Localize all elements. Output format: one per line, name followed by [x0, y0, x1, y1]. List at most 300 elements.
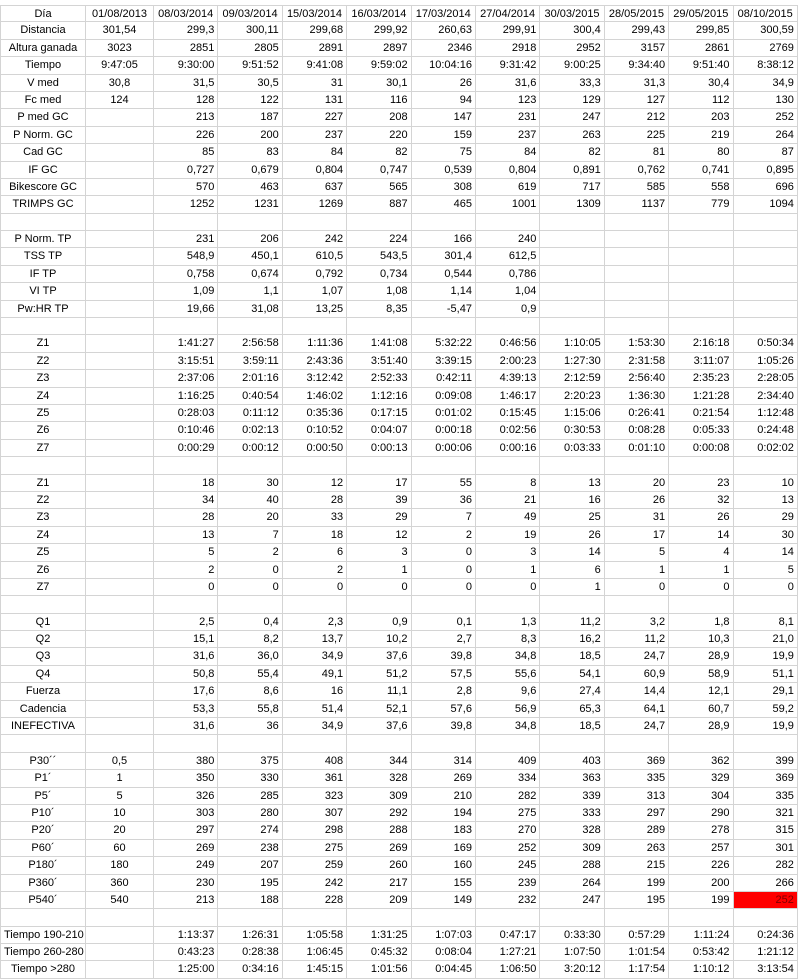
value-cell[interactable]: 369: [734, 770, 798, 787]
value-cell[interactable]: 217: [347, 875, 411, 892]
value-cell[interactable]: 301,54: [86, 22, 154, 39]
row-label-cell[interactable]: [0, 318, 86, 335]
value-cell[interactable]: [154, 457, 218, 474]
value-cell[interactable]: 299,3: [154, 22, 218, 39]
value-cell[interactable]: 252: [734, 109, 798, 126]
value-cell[interactable]: 26: [540, 527, 604, 544]
value-cell[interactable]: 39,8: [412, 718, 476, 735]
value-cell[interactable]: 2:00:23: [476, 353, 540, 370]
value-cell[interactable]: 299,91: [476, 22, 540, 39]
value-cell[interactable]: [605, 596, 669, 613]
value-cell[interactable]: 278: [669, 822, 733, 839]
value-cell[interactable]: 0: [218, 562, 282, 579]
value-cell[interactable]: 83: [218, 144, 282, 161]
value-cell[interactable]: [218, 318, 282, 335]
value-cell[interactable]: 0:46:56: [476, 335, 540, 352]
value-cell[interactable]: [86, 927, 154, 944]
value-cell[interactable]: 2,8: [412, 683, 476, 700]
value-cell[interactable]: [86, 109, 154, 126]
value-cell[interactable]: 0:30:53: [540, 422, 604, 439]
value-cell[interactable]: 247: [540, 109, 604, 126]
value-cell[interactable]: 0,747: [347, 162, 411, 179]
value-cell[interactable]: 16: [283, 683, 347, 700]
value-cell[interactable]: 9:59:02: [347, 57, 411, 74]
value-cell[interactable]: 64,1: [605, 701, 669, 718]
value-cell[interactable]: 330: [218, 770, 282, 787]
value-cell[interactable]: 0,4: [218, 614, 282, 631]
value-cell[interactable]: 369: [605, 753, 669, 770]
value-cell[interactable]: 7: [412, 509, 476, 526]
value-cell[interactable]: 1:46:17: [476, 388, 540, 405]
value-cell[interactable]: 21,0: [734, 631, 798, 648]
value-cell[interactable]: 263: [540, 127, 604, 144]
row-label-cell[interactable]: P180´: [0, 857, 86, 874]
value-cell[interactable]: 0:21:54: [669, 405, 733, 422]
value-cell[interactable]: 0:43:23: [154, 944, 218, 961]
row-label-cell[interactable]: V med: [0, 75, 86, 92]
value-cell[interactable]: [218, 596, 282, 613]
value-cell[interactable]: 122: [218, 92, 282, 109]
value-cell[interactable]: [605, 457, 669, 474]
value-cell[interactable]: 34,8: [476, 718, 540, 735]
value-cell[interactable]: 159: [412, 127, 476, 144]
row-label-cell[interactable]: Distancia: [0, 22, 86, 39]
value-cell[interactable]: 17: [347, 475, 411, 492]
value-cell[interactable]: 8:38:12: [734, 57, 798, 74]
value-cell[interactable]: 0,674: [218, 266, 282, 283]
row-label-cell[interactable]: Tiempo >280: [0, 961, 86, 978]
value-cell[interactable]: [86, 527, 154, 544]
value-cell[interactable]: 610,5: [283, 248, 347, 265]
value-cell[interactable]: 33: [283, 509, 347, 526]
row-label-cell[interactable]: TSS TP: [0, 248, 86, 265]
value-cell[interactable]: [86, 301, 154, 318]
value-cell[interactable]: 304: [669, 788, 733, 805]
value-cell[interactable]: [605, 318, 669, 335]
value-cell[interactable]: 2:35:23: [669, 370, 733, 387]
value-cell[interactable]: 344: [347, 753, 411, 770]
value-cell[interactable]: 300,11: [218, 22, 282, 39]
value-cell[interactable]: [86, 961, 154, 978]
value-cell[interactable]: 59,2: [734, 701, 798, 718]
value-cell[interactable]: 82: [540, 144, 604, 161]
value-cell[interactable]: 1:01:54: [605, 944, 669, 961]
value-cell[interactable]: 0: [669, 579, 733, 596]
value-cell[interactable]: 128: [154, 92, 218, 109]
value-cell[interactable]: 9:41:08: [283, 57, 347, 74]
value-cell[interactable]: [86, 283, 154, 300]
value-cell[interactable]: 264: [540, 875, 604, 892]
value-cell[interactable]: [86, 718, 154, 735]
value-cell[interactable]: 194: [412, 805, 476, 822]
value-cell[interactable]: 1:36:30: [605, 388, 669, 405]
value-cell[interactable]: 0:02:02: [734, 440, 798, 457]
value-cell[interactable]: 339: [540, 788, 604, 805]
value-cell[interactable]: 232: [476, 892, 540, 909]
value-cell[interactable]: 245: [476, 857, 540, 874]
value-cell[interactable]: 5: [154, 544, 218, 561]
value-cell[interactable]: 30,8: [86, 75, 154, 92]
value-cell[interactable]: 2:20:23: [540, 388, 604, 405]
value-cell[interactable]: 408: [283, 753, 347, 770]
value-cell[interactable]: [86, 162, 154, 179]
value-cell[interactable]: 0:10:52: [283, 422, 347, 439]
value-cell[interactable]: 1:10:05: [540, 335, 604, 352]
row-label-cell[interactable]: Q4: [0, 666, 86, 683]
value-cell[interactable]: [86, 475, 154, 492]
value-cell[interactable]: 2769: [734, 40, 798, 57]
value-cell[interactable]: 80: [669, 144, 733, 161]
value-cell[interactable]: [669, 266, 733, 283]
value-cell[interactable]: 3: [476, 544, 540, 561]
value-cell[interactable]: 1: [476, 562, 540, 579]
value-cell[interactable]: 0:00:13: [347, 440, 411, 457]
value-cell[interactable]: 147: [412, 109, 476, 126]
value-cell[interactable]: 75: [412, 144, 476, 161]
value-cell[interactable]: 1,07: [283, 283, 347, 300]
value-cell[interactable]: 14,4: [605, 683, 669, 700]
value-cell[interactable]: 9:51:40: [669, 57, 733, 74]
row-label-cell[interactable]: Altura ganada: [0, 40, 86, 57]
value-cell[interactable]: 0,786: [476, 266, 540, 283]
value-cell[interactable]: 1: [669, 562, 733, 579]
row-label-cell[interactable]: [0, 735, 86, 752]
value-cell[interactable]: 14: [540, 544, 604, 561]
value-cell[interactable]: 208: [347, 109, 411, 126]
value-cell[interactable]: 2:34:40: [734, 388, 798, 405]
value-cell[interactable]: 1,04: [476, 283, 540, 300]
value-cell[interactable]: [734, 283, 798, 300]
value-cell[interactable]: [476, 596, 540, 613]
value-cell[interactable]: 0:17:15: [347, 405, 411, 422]
date-header-cell[interactable]: 17/03/2014: [412, 5, 476, 22]
row-label-cell[interactable]: Z5: [0, 544, 86, 561]
value-cell[interactable]: 1:07:50: [540, 944, 604, 961]
value-cell[interactable]: 0,5: [86, 753, 154, 770]
value-cell[interactable]: 0:42:11: [412, 370, 476, 387]
value-cell[interactable]: [669, 735, 733, 752]
value-cell[interactable]: 0: [412, 579, 476, 596]
value-cell[interactable]: 49: [476, 509, 540, 526]
value-cell[interactable]: [669, 248, 733, 265]
value-cell[interactable]: 612,5: [476, 248, 540, 265]
value-cell[interactable]: 0:08:28: [605, 422, 669, 439]
value-cell[interactable]: 65,3: [540, 701, 604, 718]
value-cell[interactable]: 2346: [412, 40, 476, 57]
value-cell[interactable]: 0:33:30: [540, 927, 604, 944]
value-cell[interactable]: 297: [154, 822, 218, 839]
value-cell[interactable]: 1:07:03: [412, 927, 476, 944]
value-cell[interactable]: 210: [412, 788, 476, 805]
value-cell[interactable]: 3157: [605, 40, 669, 57]
value-cell[interactable]: [734, 248, 798, 265]
row-label-cell[interactable]: Fuerza: [0, 683, 86, 700]
value-cell[interactable]: 0:05:33: [669, 422, 733, 439]
value-cell[interactable]: [347, 909, 411, 926]
value-cell[interactable]: 0: [476, 579, 540, 596]
row-label-cell[interactable]: P Norm. TP: [0, 231, 86, 248]
value-cell[interactable]: [86, 214, 154, 231]
value-cell[interactable]: 285: [218, 788, 282, 805]
value-cell[interactable]: 149: [412, 892, 476, 909]
value-cell[interactable]: 1:31:25: [347, 927, 411, 944]
row-label-cell[interactable]: Cad GC: [0, 144, 86, 161]
value-cell[interactable]: 269: [154, 840, 218, 857]
value-cell[interactable]: [605, 909, 669, 926]
value-cell[interactable]: 1,8: [669, 614, 733, 631]
value-cell[interactable]: 116: [347, 92, 411, 109]
value-cell[interactable]: 1:13:37: [154, 927, 218, 944]
value-cell[interactable]: 637: [283, 179, 347, 196]
value-cell[interactable]: 1:21:12: [734, 944, 798, 961]
value-cell[interactable]: 3:13:54: [734, 961, 798, 978]
value-cell[interactable]: 565: [347, 179, 411, 196]
value-cell[interactable]: 10,3: [669, 631, 733, 648]
value-cell[interactable]: 2:56:40: [605, 370, 669, 387]
value-cell[interactable]: 2:31:58: [605, 353, 669, 370]
value-cell[interactable]: [412, 318, 476, 335]
row-label-cell[interactable]: Z6: [0, 562, 86, 579]
value-cell[interactable]: 31,3: [605, 75, 669, 92]
value-cell[interactable]: 31,6: [154, 648, 218, 665]
value-cell[interactable]: 0: [154, 579, 218, 596]
value-cell[interactable]: 2952: [540, 40, 604, 57]
value-cell[interactable]: 270: [476, 822, 540, 839]
value-cell[interactable]: 1:15:06: [540, 405, 604, 422]
value-cell[interactable]: 55,8: [218, 701, 282, 718]
value-cell[interactable]: 2: [412, 527, 476, 544]
value-cell[interactable]: 2:37:06: [154, 370, 218, 387]
value-cell[interactable]: 1309: [540, 196, 604, 213]
value-cell[interactable]: [540, 457, 604, 474]
value-cell[interactable]: [86, 266, 154, 283]
value-cell[interactable]: 333: [540, 805, 604, 822]
value-cell[interactable]: 94: [412, 92, 476, 109]
value-cell[interactable]: [86, 666, 154, 683]
value-cell[interactable]: [86, 579, 154, 596]
value-cell[interactable]: 199: [605, 875, 669, 892]
value-cell[interactable]: 289: [605, 822, 669, 839]
value-cell[interactable]: 0:02:13: [218, 422, 282, 439]
value-cell[interactable]: 0: [605, 579, 669, 596]
value-cell[interactable]: 1: [540, 579, 604, 596]
value-cell[interactable]: [86, 127, 154, 144]
value-cell[interactable]: [154, 909, 218, 926]
value-cell[interactable]: 585: [605, 179, 669, 196]
value-cell[interactable]: 9:51:52: [218, 57, 282, 74]
row-label-cell[interactable]: Z3: [0, 370, 86, 387]
row-label-cell[interactable]: [0, 909, 86, 926]
value-cell[interactable]: 1:41:08: [347, 335, 411, 352]
value-cell[interactable]: 30: [734, 527, 798, 544]
value-cell[interactable]: [669, 231, 733, 248]
value-cell[interactable]: 1:45:15: [283, 961, 347, 978]
value-cell[interactable]: 361: [283, 770, 347, 787]
value-cell[interactable]: 8,6: [218, 683, 282, 700]
date-header-cell[interactable]: 08/03/2014: [154, 5, 218, 22]
value-cell[interactable]: 0,895: [734, 162, 798, 179]
value-cell[interactable]: 60: [86, 840, 154, 857]
value-cell[interactable]: 169: [412, 840, 476, 857]
value-cell[interactable]: 328: [347, 770, 411, 787]
value-cell[interactable]: [540, 283, 604, 300]
value-cell[interactable]: [605, 248, 669, 265]
value-cell[interactable]: 13: [734, 492, 798, 509]
value-cell[interactable]: 1137: [605, 196, 669, 213]
value-cell[interactable]: 282: [476, 788, 540, 805]
value-cell[interactable]: 5: [734, 562, 798, 579]
value-cell[interactable]: 2:43:36: [283, 353, 347, 370]
value-cell[interactable]: 0,891: [540, 162, 604, 179]
value-cell[interactable]: 1:06:50: [476, 961, 540, 978]
row-label-cell[interactable]: Z1: [0, 475, 86, 492]
value-cell[interactable]: 30,5: [218, 75, 282, 92]
value-cell[interactable]: 257: [669, 840, 733, 857]
value-cell[interactable]: 87: [734, 144, 798, 161]
value-cell[interactable]: [412, 457, 476, 474]
row-label-cell[interactable]: Z4: [0, 527, 86, 544]
value-cell[interactable]: 209: [347, 892, 411, 909]
row-label-cell[interactable]: Q3: [0, 648, 86, 665]
value-cell[interactable]: [86, 683, 154, 700]
date-header-cell[interactable]: 09/03/2014: [218, 5, 282, 22]
value-cell[interactable]: 301: [734, 840, 798, 857]
value-cell[interactable]: 28: [283, 492, 347, 509]
value-cell[interactable]: 23: [669, 475, 733, 492]
value-cell[interactable]: 1094: [734, 196, 798, 213]
row-label-cell[interactable]: Fc med: [0, 92, 86, 109]
value-cell[interactable]: 1:26:31: [218, 927, 282, 944]
value-cell[interactable]: 1,09: [154, 283, 218, 300]
value-cell[interactable]: [476, 909, 540, 926]
value-cell[interactable]: 3:39:15: [412, 353, 476, 370]
row-label-cell[interactable]: Z2: [0, 492, 86, 509]
row-label-cell[interactable]: IF TP: [0, 266, 86, 283]
date-header-cell[interactable]: 08/10/2015: [734, 5, 798, 22]
value-cell[interactable]: 570: [154, 179, 218, 196]
value-cell[interactable]: 0:09:08: [412, 388, 476, 405]
value-cell[interactable]: 20: [218, 509, 282, 526]
value-cell[interactable]: 13: [154, 527, 218, 544]
value-cell[interactable]: 0,741: [669, 162, 733, 179]
value-cell[interactable]: 2,7: [412, 631, 476, 648]
value-cell[interactable]: 55,4: [218, 666, 282, 683]
value-cell[interactable]: 8,1: [734, 614, 798, 631]
row-label-cell[interactable]: P360´: [0, 875, 86, 892]
value-cell[interactable]: [347, 596, 411, 613]
value-cell[interactable]: [412, 909, 476, 926]
value-cell[interactable]: [412, 214, 476, 231]
value-cell[interactable]: 56,9: [476, 701, 540, 718]
value-cell[interactable]: [86, 562, 154, 579]
row-label-cell[interactable]: P60´: [0, 840, 86, 857]
value-cell[interactable]: [86, 179, 154, 196]
value-cell[interactable]: 25: [540, 509, 604, 526]
row-label-cell[interactable]: Tiempo: [0, 57, 86, 74]
value-cell[interactable]: 1,14: [412, 283, 476, 300]
value-cell[interactable]: 231: [154, 231, 218, 248]
date-header-cell[interactable]: 16/03/2014: [347, 5, 411, 22]
value-cell[interactable]: 34: [154, 492, 218, 509]
value-cell[interactable]: 288: [347, 822, 411, 839]
value-cell[interactable]: 34,8: [476, 648, 540, 665]
value-cell[interactable]: 0:00:12: [218, 440, 282, 457]
value-cell[interactable]: 2: [154, 562, 218, 579]
value-cell[interactable]: 0:01:10: [605, 440, 669, 457]
value-cell[interactable]: 29: [734, 509, 798, 526]
value-cell[interactable]: 0:10:46: [154, 422, 218, 439]
value-cell[interactable]: 299,43: [605, 22, 669, 39]
value-cell[interactable]: 17,6: [154, 683, 218, 700]
value-cell[interactable]: [86, 544, 154, 561]
value-cell[interactable]: 263: [605, 840, 669, 857]
value-cell[interactable]: [86, 457, 154, 474]
value-cell[interactable]: 0: [218, 579, 282, 596]
value-cell[interactable]: 300,59: [734, 22, 798, 39]
value-cell[interactable]: 266: [734, 875, 798, 892]
value-cell[interactable]: [283, 735, 347, 752]
value-cell[interactable]: 2:16:18: [669, 335, 733, 352]
value-cell[interactable]: 2:01:16: [218, 370, 282, 387]
value-cell[interactable]: [669, 301, 733, 318]
value-cell[interactable]: 321: [734, 805, 798, 822]
value-cell[interactable]: 0:24:36: [734, 927, 798, 944]
value-cell[interactable]: 1:21:28: [669, 388, 733, 405]
value-cell[interactable]: 238: [218, 840, 282, 857]
value-cell[interactable]: [734, 909, 798, 926]
value-cell[interactable]: 50,8: [154, 666, 218, 683]
value-cell[interactable]: 0:40:54: [218, 388, 282, 405]
value-cell[interactable]: 9:34:40: [605, 57, 669, 74]
value-cell[interactable]: 543,5: [347, 248, 411, 265]
value-cell[interactable]: 52,1: [347, 701, 411, 718]
value-cell[interactable]: 0:00:06: [412, 440, 476, 457]
value-cell[interactable]: 230: [154, 875, 218, 892]
value-cell[interactable]: 540: [86, 892, 154, 909]
date-header-cell[interactable]: 01/08/2013: [86, 5, 154, 22]
value-cell[interactable]: [86, 596, 154, 613]
value-cell[interactable]: 0:50:34: [734, 335, 798, 352]
value-cell[interactable]: [540, 214, 604, 231]
value-cell[interactable]: 2:56:58: [218, 335, 282, 352]
value-cell[interactable]: 1231: [218, 196, 282, 213]
value-cell[interactable]: 39,8: [412, 648, 476, 665]
value-cell[interactable]: 1001: [476, 196, 540, 213]
value-cell[interactable]: 0,804: [283, 162, 347, 179]
value-cell[interactable]: 32: [669, 492, 733, 509]
value-cell[interactable]: 0:00:50: [283, 440, 347, 457]
value-cell[interactable]: 225: [605, 127, 669, 144]
value-cell[interactable]: 81: [605, 144, 669, 161]
value-cell[interactable]: [86, 735, 154, 752]
highlighted-cell[interactable]: 252: [734, 892, 798, 909]
value-cell[interactable]: 60,7: [669, 701, 733, 718]
value-cell[interactable]: 0: [412, 544, 476, 561]
value-cell[interactable]: 329: [669, 770, 733, 787]
value-cell[interactable]: 188: [218, 892, 282, 909]
value-cell[interactable]: 12: [347, 527, 411, 544]
value-cell[interactable]: [734, 214, 798, 231]
value-cell[interactable]: 2,3: [283, 614, 347, 631]
value-cell[interactable]: 6: [540, 562, 604, 579]
value-cell[interactable]: [540, 248, 604, 265]
value-cell[interactable]: 269: [347, 840, 411, 857]
value-cell[interactable]: 5: [86, 788, 154, 805]
value-cell[interactable]: 0: [347, 579, 411, 596]
value-cell[interactable]: [605, 283, 669, 300]
value-cell[interactable]: 124: [86, 92, 154, 109]
value-cell[interactable]: 227: [283, 109, 347, 126]
